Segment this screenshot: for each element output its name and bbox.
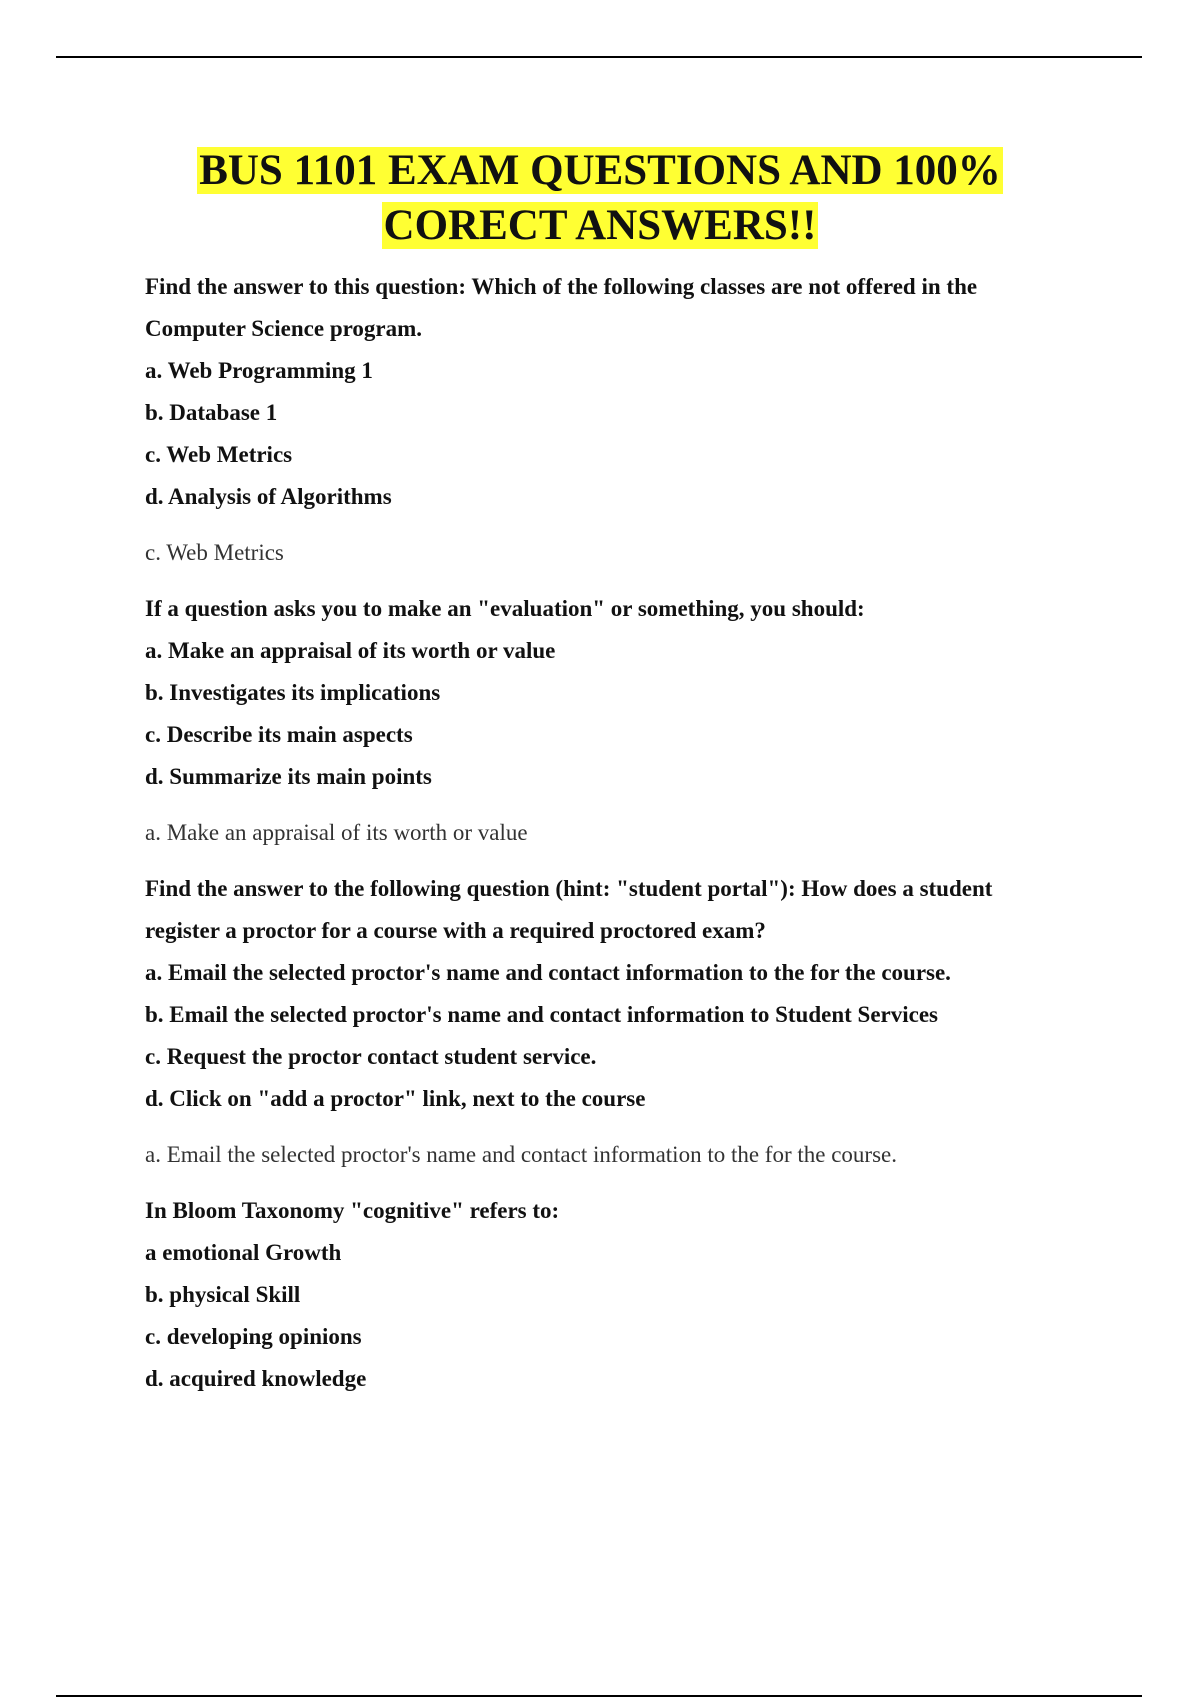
- question-text: In Bloom Taxonomy "cognitive" refers to:: [145, 1198, 560, 1223]
- document-title: [100, 143, 1100, 253]
- option: a. Make an appraisal of its worth or value: [145, 638, 556, 663]
- answer-text: c. Web Metrics: [145, 540, 284, 565]
- top-rule: [56, 56, 1142, 58]
- question-2: [145, 588, 1045, 854]
- option: d. Click on "add a proctor" link, next to the course: [145, 1086, 646, 1111]
- option: b. Database 1: [145, 400, 278, 425]
- question-4: [145, 1190, 1045, 1400]
- title-line-1: BUS 1101 EXAM QUESTIONS AND 100%: [199, 147, 1001, 194]
- option: c. developing opinions: [145, 1324, 362, 1349]
- option: d. Analysis of Algorithms: [145, 484, 392, 509]
- question-1: [145, 266, 1045, 574]
- option: b. Email the selected proctor's name and contact information to Student Services: [145, 1002, 938, 1027]
- question-text: Find the answer to this question: Which of the following classes are not offered in the Computer Science program.: [145, 274, 978, 341]
- option: a emotional Growth: [145, 1240, 342, 1265]
- option: c. Request the proctor contact student service.: [145, 1044, 597, 1069]
- question-text: Find the answer to the following question (hint: "student portal"): How does a student register a proctor for a course with a required proctored exam?: [145, 876, 993, 943]
- option: c. Web Metrics: [145, 442, 293, 467]
- title-line-2: CORECT ANSWERS!!: [383, 202, 817, 249]
- option: b. physical Skill: [145, 1282, 301, 1307]
- bottom-rule: [56, 1695, 1142, 1697]
- option: d. acquired knowledge: [145, 1366, 367, 1391]
- option: c. Describe its main aspects: [145, 722, 413, 747]
- option: d. Summarize its main points: [145, 764, 432, 789]
- question-3: [145, 868, 1045, 1176]
- question-text: If a question asks you to make an "evaluation" or something, you should:: [145, 596, 865, 621]
- option: a. Web Programming 1: [145, 358, 373, 383]
- question-list: [145, 266, 1045, 1400]
- option: b. Investigates its implications: [145, 680, 441, 705]
- answer-text: a. Email the selected proctor's name and contact information to the for the course.: [145, 1142, 898, 1167]
- answer-text: a. Make an appraisal of its worth or value: [145, 820, 528, 845]
- option: a. Email the selected proctor's name and contact information to the for the course.: [145, 960, 951, 985]
